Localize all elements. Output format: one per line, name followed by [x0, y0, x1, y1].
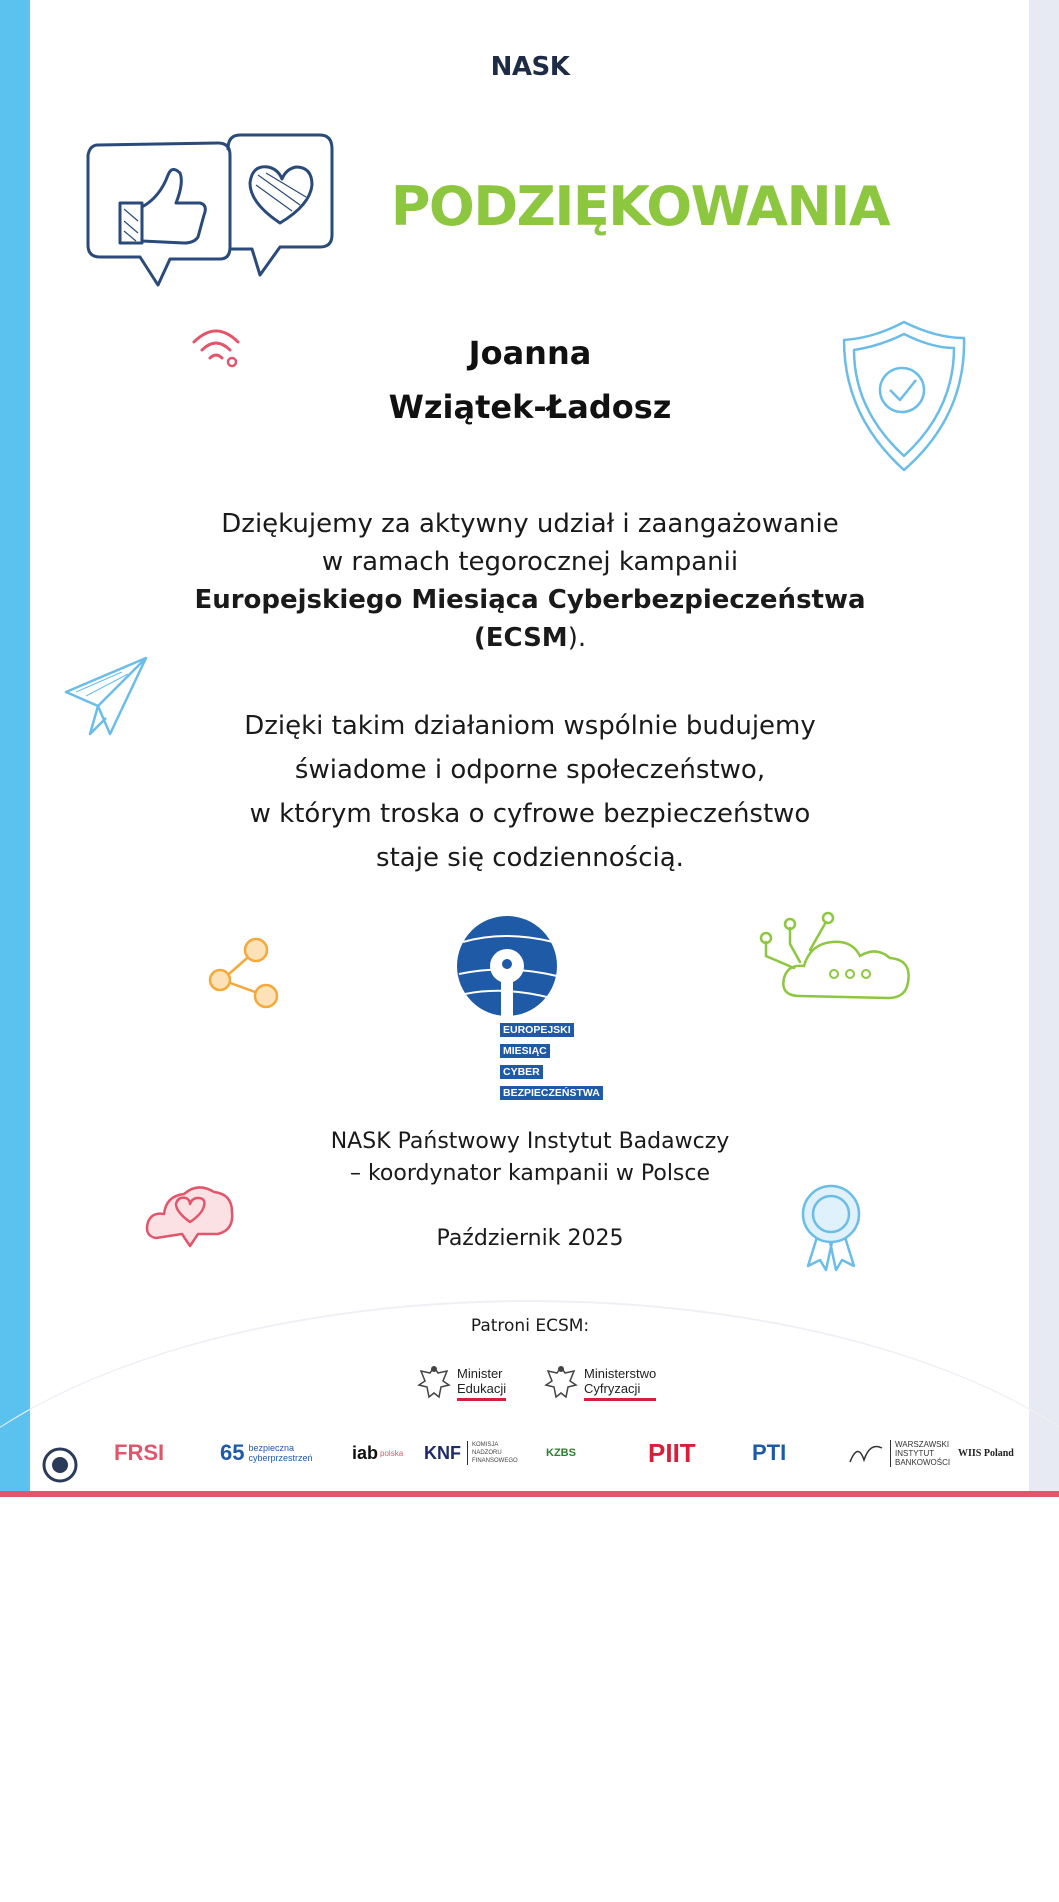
knf-logo — [424, 1425, 522, 1481]
knf-text: KNF — [424, 1442, 461, 1463]
minister-education-logo — [417, 1358, 506, 1408]
cloud-heart-icon — [142, 1172, 238, 1252]
wib-logo — [848, 1425, 950, 1481]
organizer-block — [240, 1126, 820, 1190]
wib-line-2: INSTYTUT — [895, 1448, 935, 1458]
campaign-acronym: (ECSM — [473, 623, 568, 653]
bezpieczna-cyberprzestrzen-logo: 65 bezpieczna cyberprzestrzeń — [220, 1440, 313, 1465]
kzbs-logo: KZBS — [546, 1447, 576, 1459]
knf-sub: KOMISJA NADZORU FINANSOWEGO — [467, 1441, 522, 1465]
thanks-line-1: Dziękujemy za aktywny udział i zaangażowanie — [221, 509, 839, 539]
recipient-name — [290, 326, 770, 434]
thanks-line-2: w ramach tegorocznej kampanii — [321, 547, 739, 577]
iab-sub: polska — [380, 1448, 404, 1458]
recipient-first-name: Joanna — [468, 334, 592, 372]
share-nodes-icon — [204, 934, 284, 1014]
wiis-poland-logo: WIIS Poland — [958, 1447, 1014, 1459]
paper-plane-icon — [62, 652, 152, 742]
mission-line-4: staje się codziennością. — [376, 843, 684, 873]
iab-text: iab — [352, 1442, 379, 1463]
wib-signature-icon — [848, 1438, 884, 1468]
award-badge-icon — [796, 1182, 866, 1272]
thumbs-up-bubble-icon — [80, 125, 345, 295]
ecsm-logo-line-3: CYBER — [500, 1065, 543, 1079]
bezpieczna-line-2: cyberprzestrzeń — [248, 1453, 313, 1463]
ministry-digital-logo — [544, 1358, 656, 1408]
bezpieczna-line-1: bezpieczna — [248, 1443, 295, 1453]
eagle-emblem-icon — [544, 1363, 578, 1403]
ecsm-logo-line-2: MIESIĄC — [500, 1044, 550, 1058]
shield-check-icon — [836, 316, 972, 476]
patrons-label: Patroni ECSM: — [470, 1316, 590, 1336]
certificate-title: PODZIĘKOWANIA — [390, 175, 890, 238]
partner-logos — [40, 1425, 1020, 1485]
mission-line-3: w którym troska o cyfrowe bezpieczeństwo — [249, 799, 811, 829]
mission-line-1: Dzięki takim działaniom wspólnie budujemy — [244, 711, 816, 741]
campaign-acronym-end: ). — [567, 623, 587, 653]
frsi-logo: FRSI — [114, 1440, 165, 1465]
organizer-role: – koordynator kampanii w Polsce — [349, 1161, 711, 1186]
ministry-digital-line-1: Ministerstwo — [584, 1365, 657, 1381]
ecsm-logo-text — [500, 1018, 610, 1102]
ministry-digital-line-2: Cyfryzacji — [584, 1380, 641, 1396]
recipient-last-name: Wziątek-Ładosz — [388, 388, 672, 426]
eagle-emblem-icon — [417, 1363, 451, 1403]
ecsm-logo-line-4: BEZPIECZEŃSTWA — [500, 1086, 603, 1100]
minister-education-line-2: Edukacji — [457, 1380, 507, 1396]
thanks-paragraph — [140, 505, 920, 657]
organizer-name: NASK Państwowy Instytut Badawczy — [330, 1129, 730, 1154]
piit-logo: PIIT — [648, 1437, 696, 1468]
mission-paragraph — [140, 704, 920, 880]
campaign-name: Europejskiego Miesiąca Cyberbezpieczeństwa — [194, 585, 866, 615]
cloud-circuit-icon — [740, 906, 920, 1016]
mission-line-2: świadome i odporne społeczeństwo, — [294, 755, 766, 785]
police-badge-logo — [42, 1437, 78, 1493]
right-accent-bar — [1029, 0, 1059, 1497]
wib-line-3: BANKOWOŚCI — [895, 1457, 951, 1467]
minister-education-line-1: Minister — [457, 1365, 503, 1381]
nask-logo: NASK — [490, 52, 570, 82]
left-accent-bar — [0, 0, 30, 1497]
wifi-icon — [188, 322, 248, 372]
iab-logo — [352, 1425, 403, 1481]
decorative-arc — [0, 1300, 1059, 1902]
issue-date: Październik 2025 — [436, 1226, 624, 1251]
ecsm-logo-line-1: EUROPEJSKI — [500, 1023, 574, 1037]
wib-line-1: WARSZAWSKI — [895, 1439, 950, 1449]
pti-logo: PTI — [752, 1440, 787, 1465]
